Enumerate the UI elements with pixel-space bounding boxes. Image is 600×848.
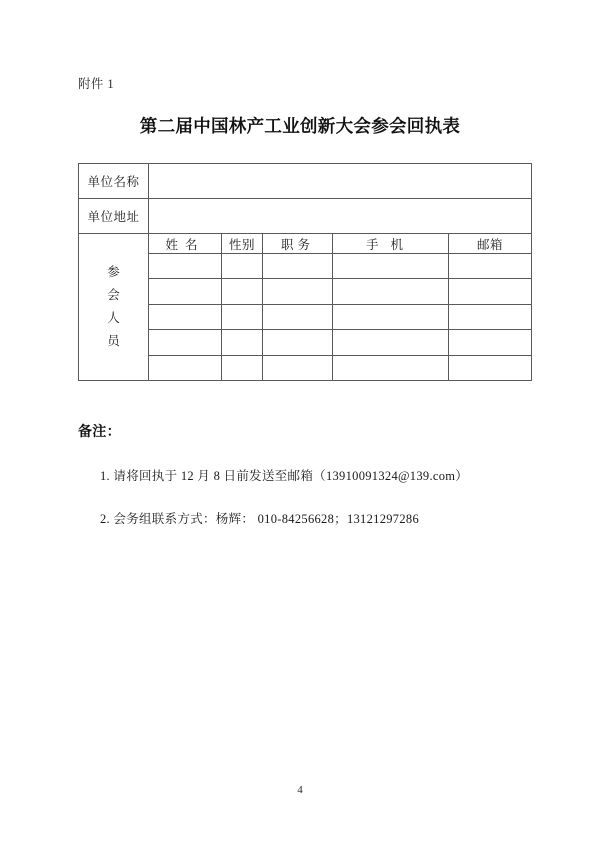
attendee-name-field-2[interactable] — [149, 304, 222, 329]
page-title: 第二届中国林产工业创新大会参会回执表 — [139, 116, 461, 136]
attendee-name-field-1[interactable] — [149, 279, 222, 304]
attendee-gender-field-4[interactable] — [222, 355, 263, 380]
attendee-label-char-2: 人 — [107, 310, 120, 325]
attendee-label-char-1: 会 — [107, 287, 120, 302]
attendee-title-field-4[interactable] — [263, 355, 333, 380]
page-number: 4 — [297, 784, 303, 796]
table-row-unit-name — [79, 164, 532, 199]
attendee-gender-field-1[interactable] — [222, 279, 263, 304]
note-item-1: 1. 请将回执于 12 月 8 日前发送至邮箱（13910091324@139.com） — [100, 469, 469, 483]
attendee-phone-field-1[interactable] — [333, 279, 449, 304]
attendee-phone-field-2[interactable] — [333, 304, 449, 329]
registration-form-table-wrapper — [78, 163, 531, 381]
attendee-title-field-3[interactable] — [263, 330, 333, 355]
table-header-row — [79, 234, 532, 254]
attendee-section-label — [79, 234, 149, 381]
notes-heading: 备注： — [78, 425, 121, 440]
attendee-label-stack — [79, 261, 148, 353]
note-item-2: 2. 会务组联系方式：杨辉： 010-84256628；13121297286 — [100, 512, 419, 526]
unit-name-label: 单位名称 — [79, 164, 149, 199]
attachment-label: 附件 1 — [78, 77, 114, 91]
unit-address-label: 单位地址 — [79, 199, 149, 234]
attendee-phone-field-4[interactable] — [333, 355, 449, 380]
column-header-email: 邮箱 — [449, 234, 532, 254]
attendee-name-field-0[interactable] — [149, 254, 222, 279]
attendee-phone-field-0[interactable] — [333, 254, 449, 279]
attendee-email-field-3[interactable] — [449, 330, 532, 355]
attendee-name-field-4[interactable] — [149, 355, 222, 380]
attendee-title-field-1[interactable] — [263, 279, 333, 304]
column-header-name: 姓名 — [149, 234, 222, 254]
column-header-title: 职务 — [263, 234, 333, 254]
attendee-label-char-3: 员 — [107, 333, 120, 348]
attendee-email-field-0[interactable] — [449, 254, 532, 279]
attendee-phone-field-3[interactable] — [333, 330, 449, 355]
attendee-gender-field-2[interactable] — [222, 304, 263, 329]
unit-name-value-field[interactable] — [149, 164, 532, 199]
column-header-gender: 性别 — [222, 234, 263, 254]
registration-form-table — [78, 163, 532, 381]
table-row-unit-address — [79, 199, 532, 234]
column-header-phone: 手机 — [333, 234, 449, 254]
attendee-email-field-2[interactable] — [449, 304, 532, 329]
attendee-title-field-2[interactable] — [263, 304, 333, 329]
attendee-label-char-0: 参 — [107, 264, 120, 279]
attendee-gender-field-0[interactable] — [222, 254, 263, 279]
attendee-name-field-3[interactable] — [149, 330, 222, 355]
attendee-email-field-4[interactable] — [449, 355, 532, 380]
unit-address-value-field[interactable] — [149, 199, 532, 234]
attendee-gender-field-3[interactable] — [222, 330, 263, 355]
attendee-email-field-1[interactable] — [449, 279, 532, 304]
attendee-title-field-0[interactable] — [263, 254, 333, 279]
